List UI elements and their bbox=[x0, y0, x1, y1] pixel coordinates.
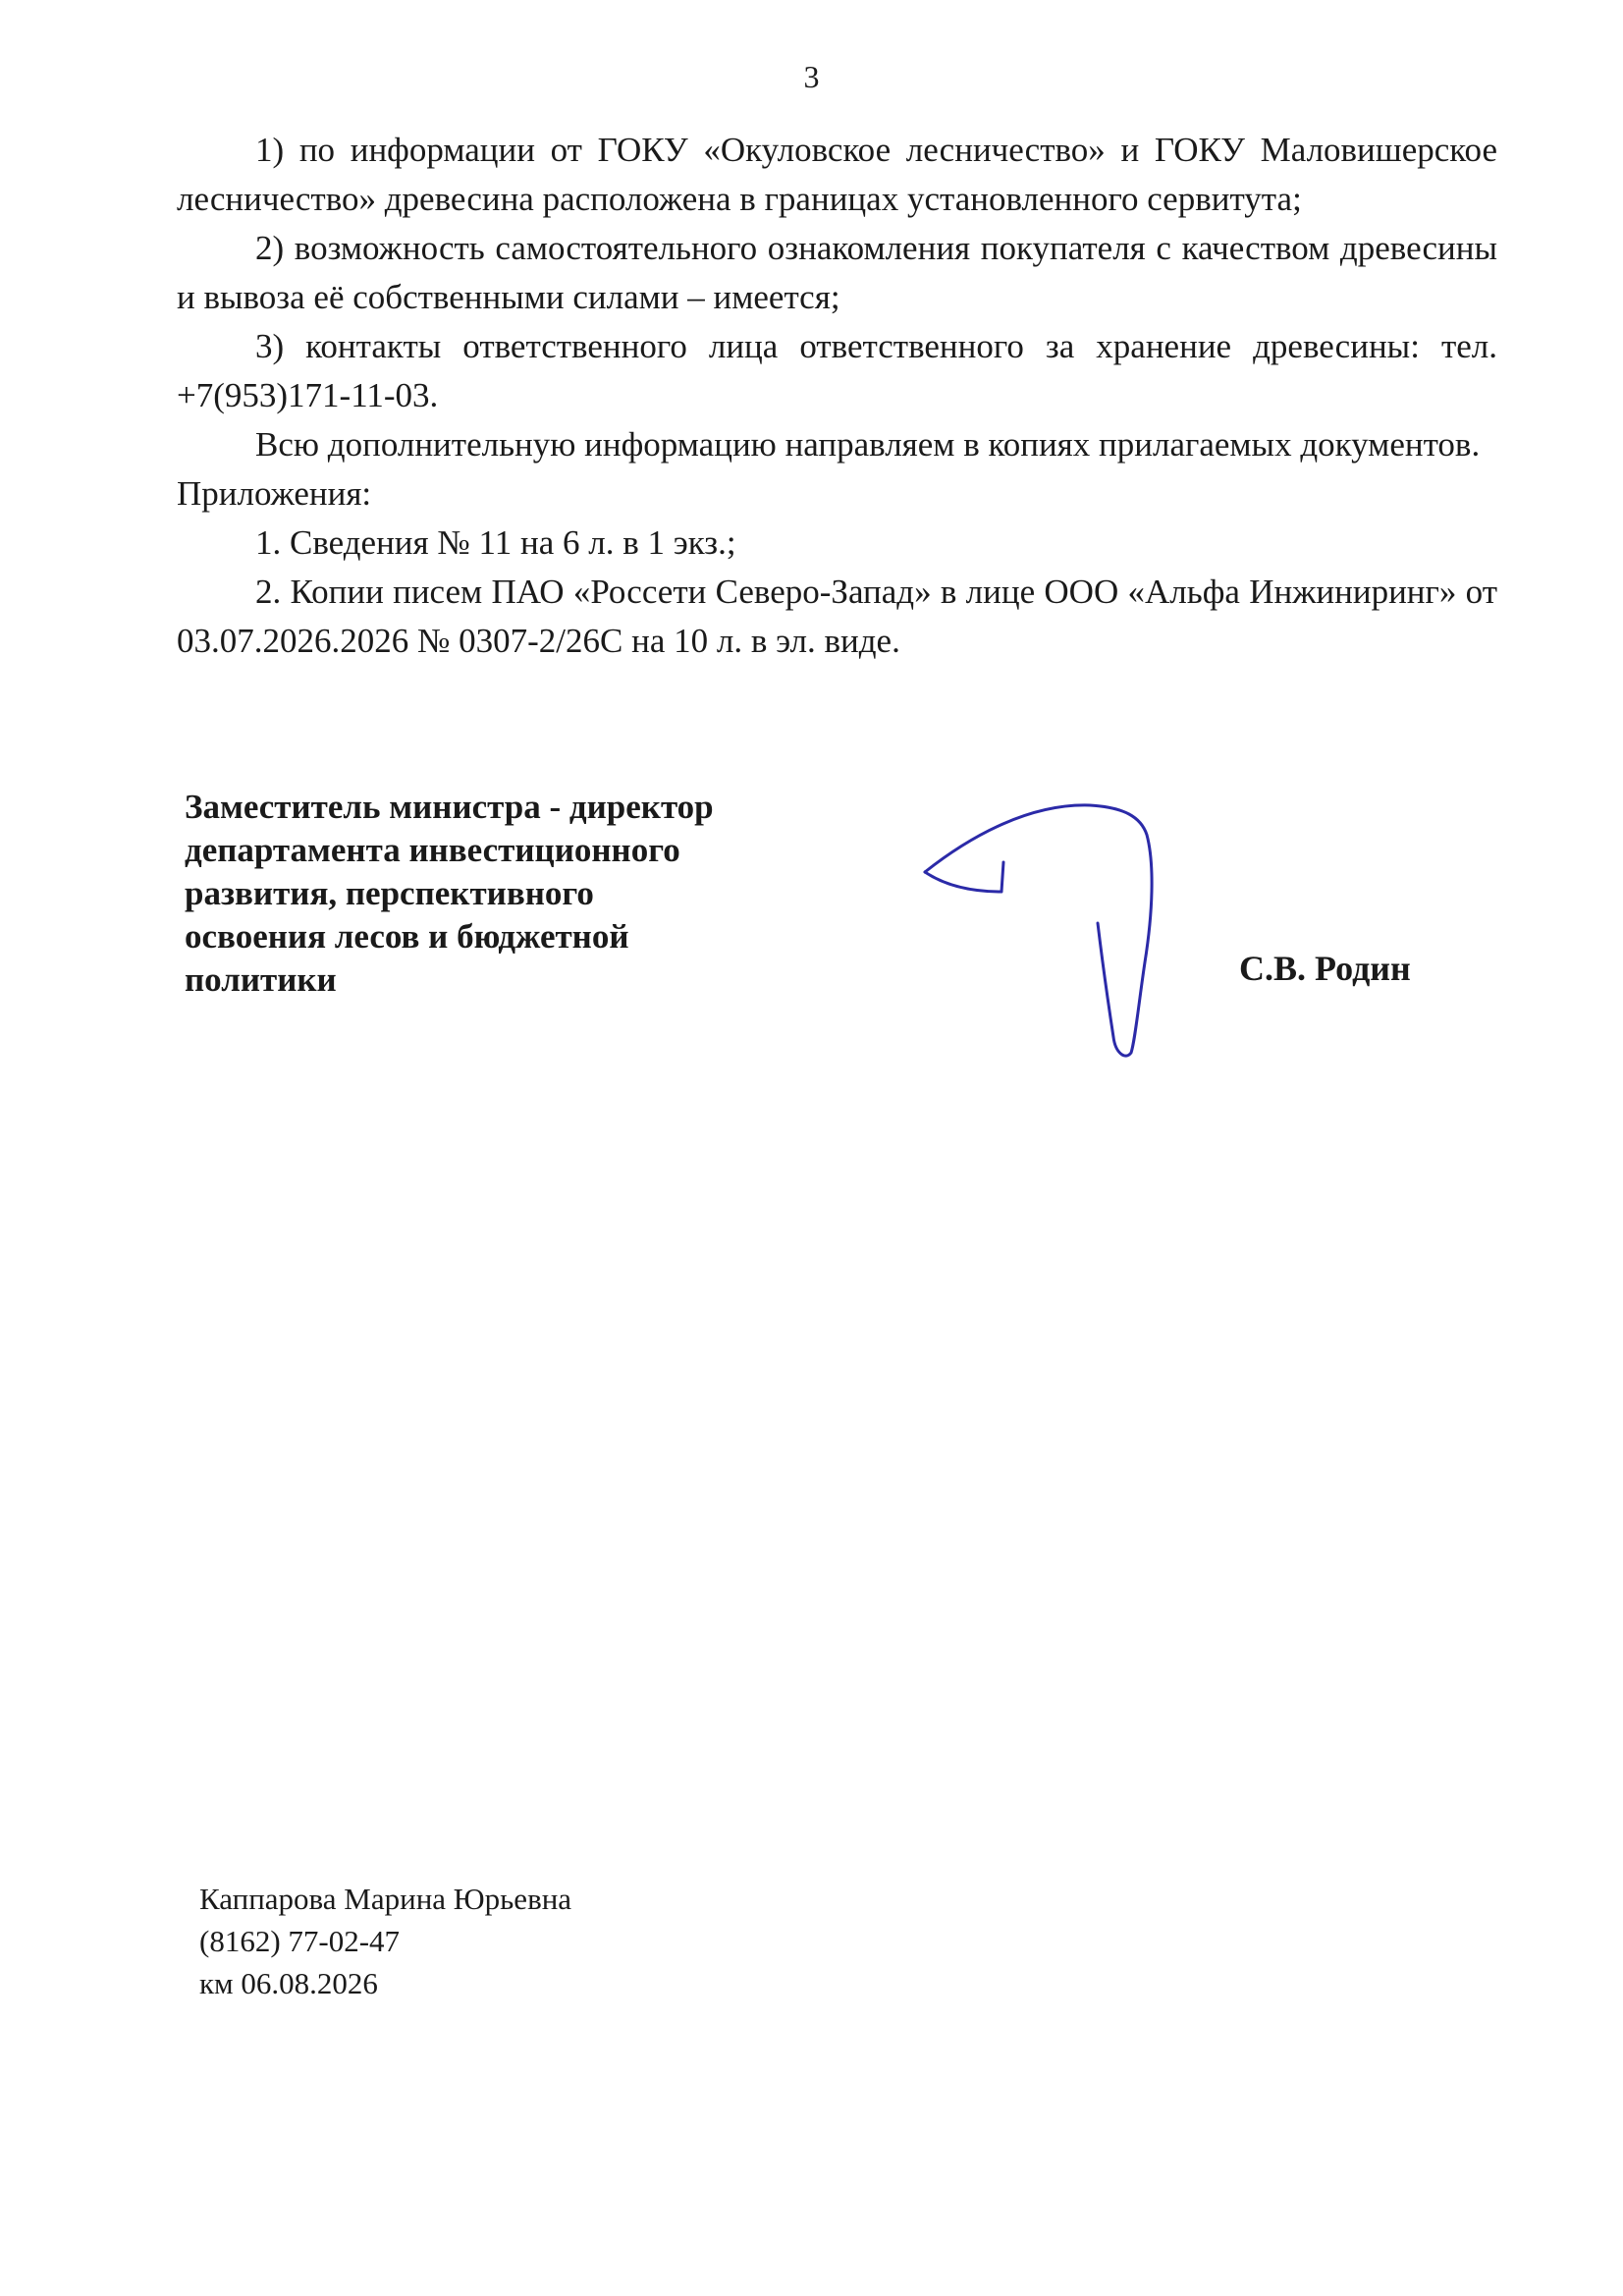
attachment-item-1: 1. Сведения № 11 на 6 л. в 1 экз.; bbox=[255, 523, 736, 562]
attachment-item-2: 2. Копии писем ПАО «Россети Северо-Запад» в лице ООО «Альфа Инжиниринг» от 03.07.2026.2026 № 0307-2/26С на 10 л. в эл. виде. bbox=[177, 573, 1497, 660]
executor-name: Каппарова Марина Юрьевна bbox=[199, 1882, 572, 1916]
signer-name: С.В. Родин bbox=[1239, 949, 1411, 988]
handwritten-signature bbox=[913, 795, 1227, 1080]
position-line-1: Заместитель министра - директор bbox=[185, 788, 714, 826]
position-line-3: развития, перспективного bbox=[185, 874, 594, 912]
signatory-position bbox=[185, 786, 813, 1002]
paragraph-3: 3) контакты ответственного лица ответственного за хранение древесины: тел. +7(953)171-11-03. bbox=[177, 327, 1497, 414]
attachments-heading: Приложения: bbox=[177, 474, 372, 513]
letter-body bbox=[177, 126, 1497, 666]
position-line-2: департамента инвестиционного bbox=[185, 831, 680, 869]
position-line-4: освоения лесов и бюджетной bbox=[185, 917, 629, 956]
paragraph-1: 1) по информации от ГОКУ «Окуловское лесничество» и ГОКУ Маловишерское лесничество» древесина расположена в границах установленного сервитута; bbox=[177, 131, 1497, 218]
page-number: 3 bbox=[803, 59, 820, 94]
executor-note: км 06.08.2026 bbox=[199, 1966, 378, 2000]
executor-phone: (8162) 77-02-47 bbox=[199, 1924, 401, 1958]
position-line-5: политики bbox=[185, 960, 337, 999]
paragraph-2: 2) возможность самостоятельного ознакомления покупателя с качеством древесины и вывоза её собственными силами – имеется; bbox=[177, 229, 1497, 316]
executor-info bbox=[199, 1878, 571, 2004]
paragraph-4: Всю дополнительную информацию направляем в копиях прилагаемых документов. bbox=[255, 425, 1481, 464]
